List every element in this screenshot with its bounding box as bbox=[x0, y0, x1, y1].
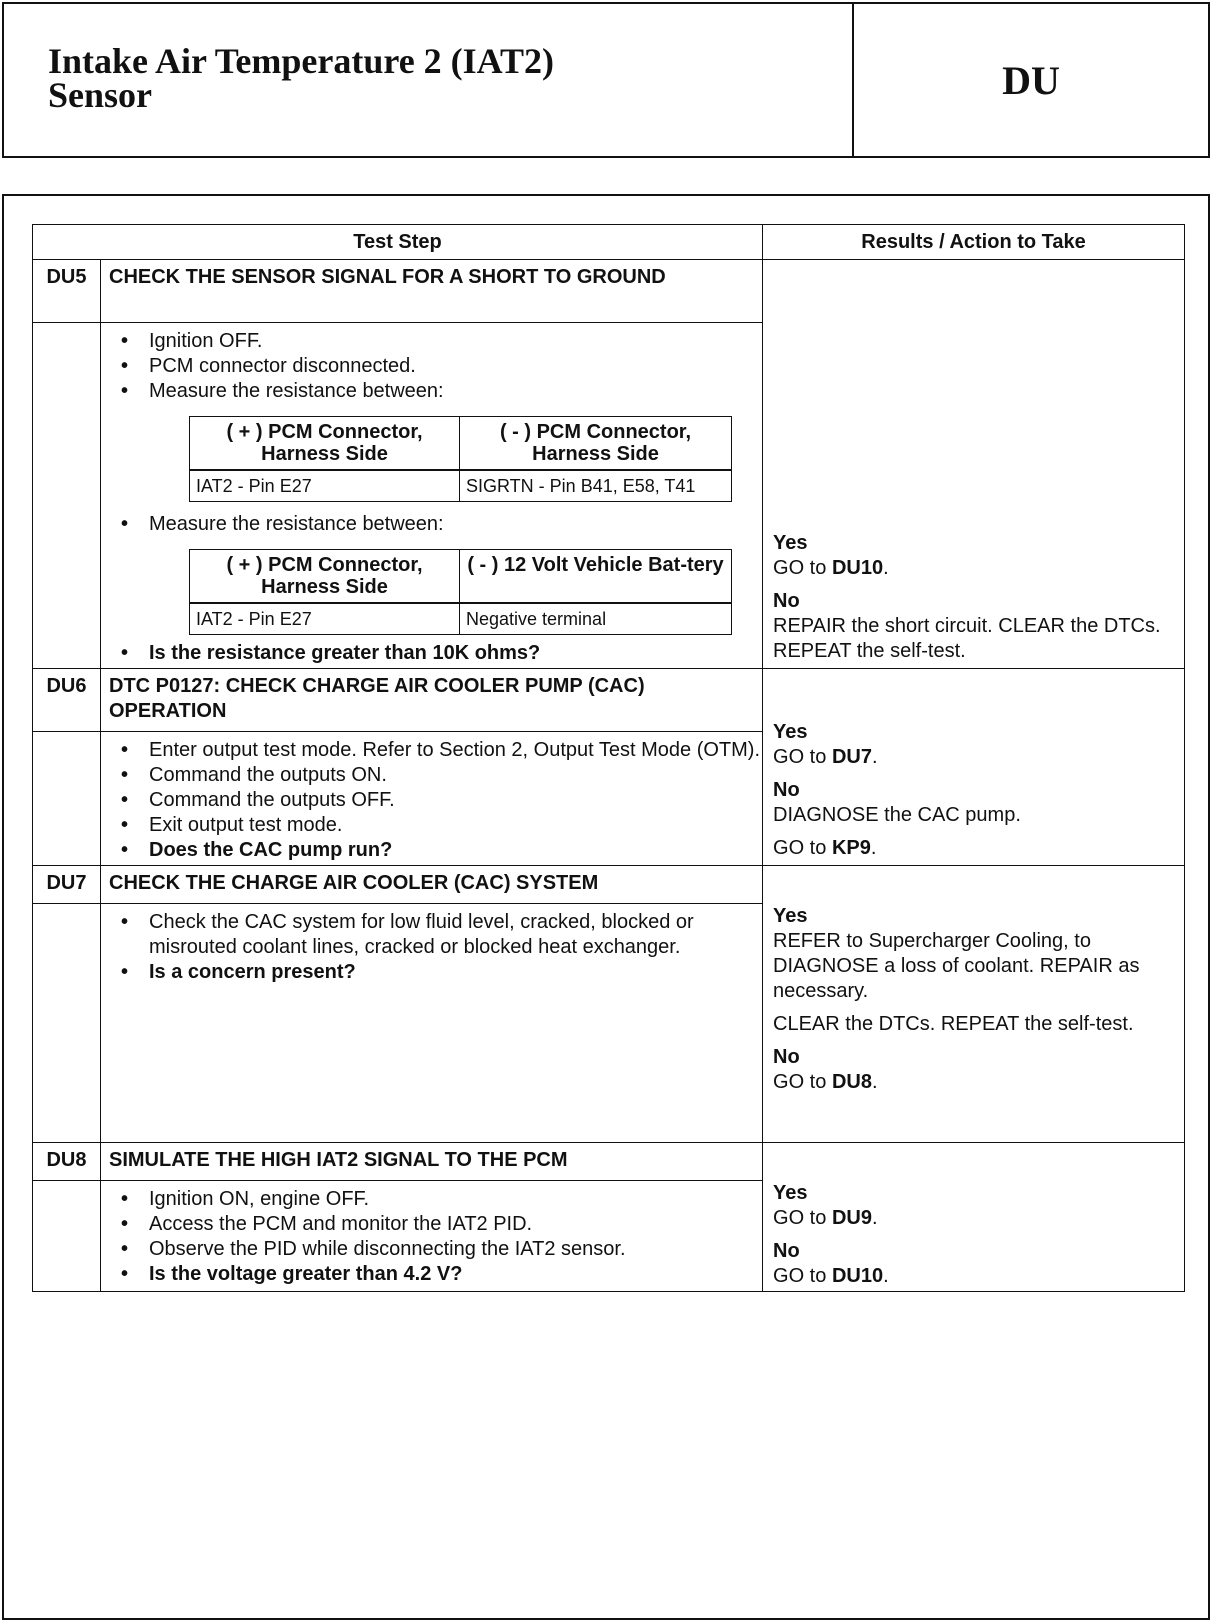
list-item: • Measure the resistance between: bbox=[115, 379, 762, 404]
result-no-label: No bbox=[773, 779, 800, 801]
step-ref-link[interactable]: DU7 bbox=[831, 746, 872, 768]
list-item: • PCM connector disconnected. bbox=[115, 354, 762, 379]
col-header-test-step: Test Step bbox=[33, 225, 763, 260]
result-yes-action: GO to DU10. bbox=[773, 557, 889, 579]
step-title: DTC P0127: CHECK CHARGE AIR COOLER PUMP (CAC) OPERATION bbox=[101, 669, 763, 732]
result-no-action: REPAIR the short circuit. CLEAR the DTCs. REPEAT the self-test. bbox=[773, 615, 1161, 662]
sub-table-cell: SIGRTN - Pin B41, E58, T41 bbox=[460, 470, 732, 502]
list-item: • Exit output test mode. bbox=[115, 813, 762, 838]
step-body bbox=[101, 732, 763, 866]
result-yes-action: GO to DU9. bbox=[773, 1207, 878, 1229]
step-results bbox=[763, 1143, 1185, 1292]
list-item: • Observe the PID while disconnecting the IAT2 sensor. bbox=[115, 1237, 762, 1262]
list-item: • Command the outputs OFF. bbox=[115, 788, 762, 813]
result-no-action: GO to DU10. bbox=[773, 1265, 889, 1287]
step-results bbox=[763, 866, 1185, 1143]
step-question: • Is the resistance greater than 10K ohms? bbox=[115, 641, 762, 666]
list-item: • Ignition OFF. bbox=[115, 329, 762, 354]
list-item: • Access the PCM and monitor the IAT2 PID. bbox=[115, 1212, 762, 1237]
step-ref-link[interactable]: DU10 bbox=[831, 1265, 884, 1287]
col-header-results: Results / Action to Take bbox=[763, 225, 1185, 260]
result-yes-label: Yes bbox=[773, 905, 808, 927]
step-row-du5 bbox=[33, 260, 1185, 323]
step-question: • Is the voltage greater than 4.2 V? bbox=[115, 1262, 762, 1287]
sub-table-header: ( + ) PCM Connector, Harness Side bbox=[190, 550, 460, 604]
step-ref-link[interactable]: DU9 bbox=[831, 1207, 872, 1229]
result-yes-action: GO to DU7. bbox=[773, 746, 878, 768]
result-yes-label: Yes bbox=[773, 532, 808, 554]
step-row-du7 bbox=[33, 866, 1185, 904]
table-header-row bbox=[33, 225, 1185, 260]
sub-table-header: ( - ) PCM Connector, Harness Side bbox=[460, 417, 732, 471]
result-no-label: No bbox=[773, 1046, 800, 1068]
step-body bbox=[101, 1181, 763, 1292]
list-item: • Ignition ON, engine OFF. bbox=[115, 1187, 762, 1212]
step-ref-link[interactable]: DU10 bbox=[831, 557, 884, 579]
step-title: CHECK THE SENSOR SIGNAL FOR A SHORT TO GROUND bbox=[101, 260, 763, 323]
result-no-label: No bbox=[773, 1240, 800, 1262]
step-title: CHECK THE CHARGE AIR COOLER (CAC) SYSTEM bbox=[101, 866, 763, 904]
step-ref-link[interactable]: DU8 bbox=[831, 1071, 872, 1093]
list-item: • Measure the resistance between: bbox=[115, 512, 762, 537]
list-item: • Enter output test mode. Refer to Section 2, Output Test Mode (OTM). bbox=[115, 738, 762, 763]
result-yes-label: Yes bbox=[773, 721, 808, 743]
section-code: DU bbox=[1002, 57, 1060, 103]
step-row-du6 bbox=[33, 669, 1185, 732]
step-body bbox=[101, 904, 763, 1143]
list-item: • Command the outputs ON. bbox=[115, 763, 762, 788]
step-ref-link[interactable]: KP9 bbox=[831, 837, 871, 859]
result-yes-action-2: CLEAR the DTCs. REPEAT the self-test. bbox=[773, 1013, 1134, 1035]
test-step-table bbox=[32, 224, 1185, 1292]
step-id: DU5 bbox=[33, 260, 101, 323]
result-no-goto: GO to KP9. bbox=[773, 837, 877, 859]
step-results bbox=[763, 260, 1185, 669]
step-title: SIMULATE THE HIGH IAT2 SIGNAL TO THE PCM bbox=[101, 1143, 763, 1181]
step-id: DU8 bbox=[33, 1143, 101, 1181]
step-id: DU7 bbox=[33, 866, 101, 904]
sub-table-cell: IAT2 - Pin E27 bbox=[190, 603, 460, 635]
page-header bbox=[2, 2, 1210, 158]
step-body bbox=[101, 323, 763, 669]
result-yes-label: Yes bbox=[773, 1182, 808, 1204]
list-item: • Check the CAC system for low fluid level, cracked, blocked or misrouted coolant lines, cracked or blocked heat exchanger. bbox=[115, 910, 762, 960]
step-question: • Does the CAC pump run? bbox=[115, 838, 762, 863]
step-results bbox=[763, 669, 1185, 866]
sub-table-header: ( + ) PCM Connector, Harness Side bbox=[190, 417, 460, 471]
sub-table-cell: Negative terminal bbox=[460, 603, 732, 635]
sub-table-header: ( - ) 12 Volt Vehicle Bat-tery bbox=[460, 550, 732, 604]
resistance-table-2 bbox=[189, 549, 732, 635]
sub-table-cell: IAT2 - Pin E27 bbox=[190, 470, 460, 502]
result-no-label: No bbox=[773, 590, 800, 612]
result-no-action: GO to DU8. bbox=[773, 1071, 878, 1093]
step-row-du8 bbox=[33, 1143, 1185, 1181]
result-yes-action: REFER to Supercharger Cooling, to DIAGNOSE a loss of coolant. REPAIR as necessary. bbox=[773, 930, 1140, 1002]
step-id: DU6 bbox=[33, 669, 101, 732]
result-no-action: DIAGNOSE the CAC pump. bbox=[773, 804, 1021, 826]
resistance-table-1 bbox=[189, 416, 732, 502]
page-title: Intake Air Temperature 2 (IAT2) Sensor bbox=[48, 41, 555, 115]
step-question: • Is a concern present? bbox=[115, 960, 762, 985]
